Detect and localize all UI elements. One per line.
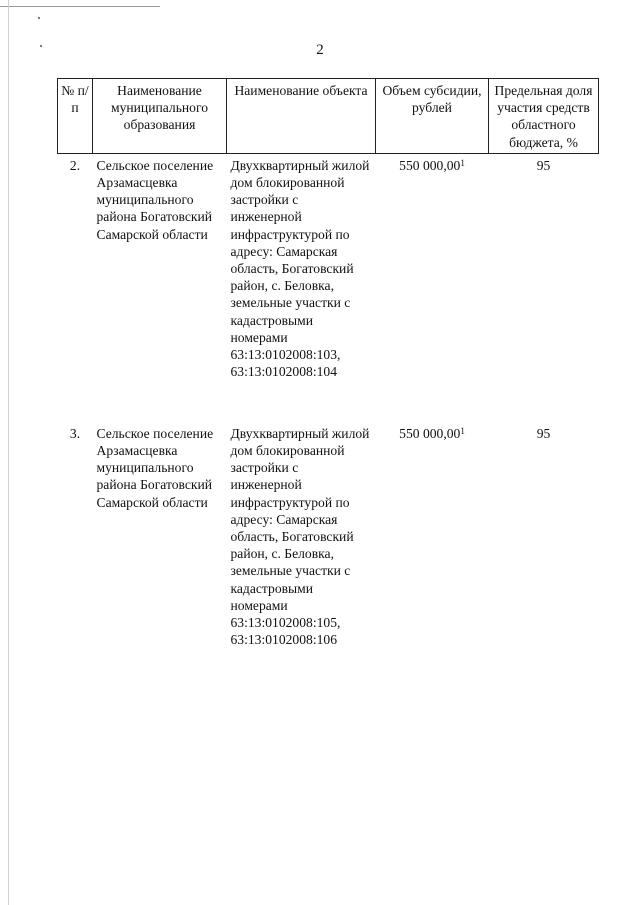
table-row (58, 153, 599, 422)
row-share: 95 (536, 157, 551, 173)
row-number: 3. (69, 425, 81, 441)
header-budget-share: Предельная доля участия средств областного бюджета, % (489, 79, 599, 154)
header-number: № п/п (58, 79, 93, 154)
scan-artifact-line (0, 6, 160, 7)
table-row (58, 422, 599, 649)
subsidy-table (57, 78, 599, 648)
header-object: Наименование объекта (227, 79, 376, 154)
footnote-mark: 1 (460, 425, 465, 436)
row-amount (376, 153, 489, 422)
scan-artifact-dot (38, 17, 40, 19)
row-municipality: Сельское поселение Арзамасцевка муниципального района Богатовский Самарской области (96, 425, 214, 510)
row-number: 2. (69, 157, 81, 173)
row-share: 95 (536, 425, 551, 441)
scan-artifact-margin (8, 0, 9, 905)
header-subsidy-amount: Объем субсидии, рублей (376, 79, 489, 154)
row-object: Двухквартирный жилой дом блокированной застройки с инженерной инфраструктурой по адресу: Самарская область, Богатовский район, с. Беловка, земельные участки с кадастровыми номерами 63:13:0102008:103, 63:13:0102008:104 (230, 157, 370, 380)
header-municipality: Наименование муниципального образования (93, 79, 227, 154)
footnote-mark: 1 (460, 157, 465, 168)
table-header-row (58, 79, 599, 154)
row-object: Двухквартирный жилой дом блокированной застройки с инженерной инфраструктурой по адресу: Самарская область, Богатовский район, с. Беловка, земельные участки с кадастровыми номерами 63:13:0102008:105, 63:13:0102008:106 (230, 425, 370, 648)
row-municipality: Сельское поселение Арзамасцевка муниципального района Богатовский Самарской области (96, 157, 214, 242)
amount-value: 550 000,00 (399, 157, 461, 173)
page-number: 2 (316, 42, 324, 58)
row-amount (376, 422, 489, 649)
amount-value: 550 000,00 (399, 425, 461, 441)
